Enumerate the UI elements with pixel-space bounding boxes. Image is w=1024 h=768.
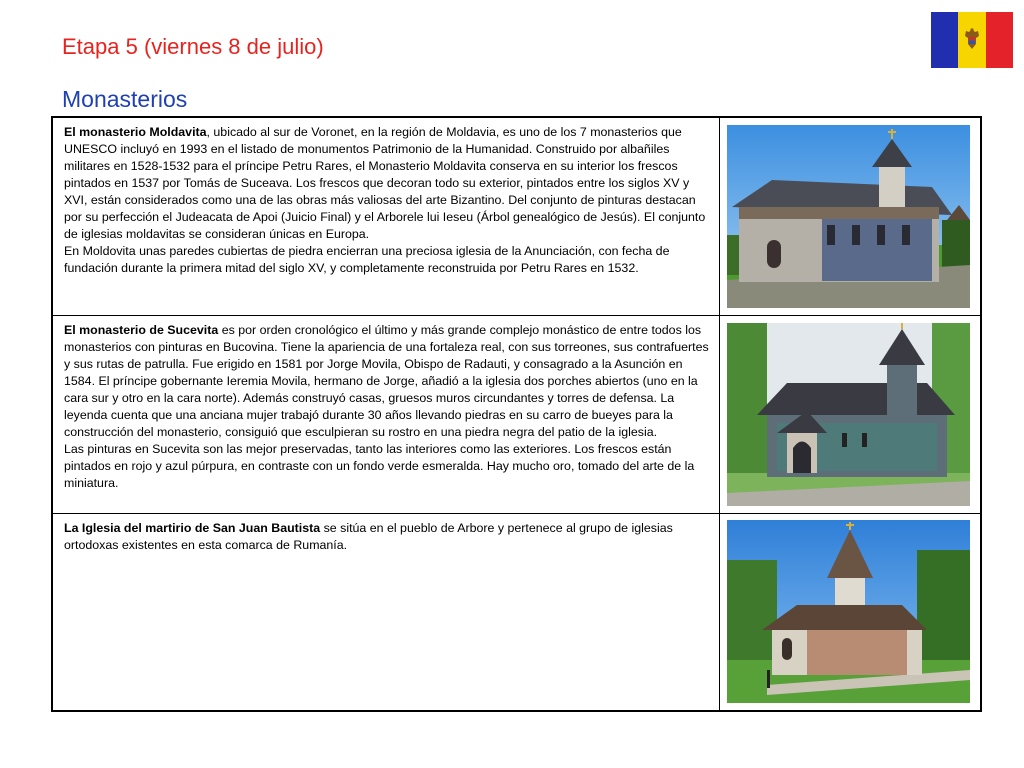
monastery-name: El monasterio de Sucevita — [64, 322, 219, 337]
row-paragraph — [64, 322, 711, 441]
monastery-extra-description: Las pinturas en Sucevita son las mejor preservadas, tanto las interiores como las exteriores. Los frescos están pintados en rojo y azul púrpura, en contraste con un fondo verde esmeralda. Hay mucho oro, tomado del arte de la miniatura. — [64, 441, 695, 490]
monastery-extra-description: En Moldovita unas paredes cubiertas de piedra encierran una preciosa iglesia de la Anunciación, con fecha de fundación durante la primera mitad del siglo XV, y completamente reconstruida por Petru Rares en 1532. — [64, 244, 670, 275]
monasteries-table — [51, 116, 982, 712]
table-row — [52, 117, 981, 315]
slide-title: Etapa 5 (viernes 8 de julio) — [62, 34, 324, 59]
row-image-cell — [720, 315, 981, 513]
church-description: se sitúa en el pueblo de Arbore y pertenece al grupo de iglesias ortodoxas existentes en esta comarca de Rumanía. — [64, 520, 673, 552]
table-row — [52, 315, 981, 513]
section-subtitle: Monasterios — [62, 86, 188, 112]
row-text-cell — [52, 315, 720, 513]
row-paragraph — [64, 124, 711, 243]
moldova-flag-icon — [931, 12, 1013, 68]
row-text-cell — [52, 117, 720, 315]
arbore-church-photo — [727, 520, 970, 703]
row-image-cell — [720, 117, 981, 315]
row-paragraph — [64, 520, 711, 554]
flag-stripe-yellow — [958, 12, 985, 68]
moldovita-monastery-photo — [727, 125, 970, 308]
flag-stripe-blue — [931, 12, 958, 68]
sucevita-monastery-photo — [727, 323, 970, 506]
flag-stripe-red — [986, 12, 1013, 68]
monastery-name: El monasterio Moldavita — [64, 125, 207, 139]
coat-of-arms-icon — [963, 27, 981, 53]
row-text-cell — [52, 513, 720, 711]
table-row — [52, 513, 981, 711]
monastery-description: es por orden cronológico el último y más grande complejo monástico de entre todos los monasterios con pinturas en Bucovina. Tiene la apariencia de una fortaleza real, con sus torreones, sus contrafuertes y sus rutas de patrulla. Fue erigido en 1581 por Jorge Movila, Obispo de Radauti, y consagrado a la Asunción en 1584. El príncipe gobernante Ieremia Movila, hermano de Jorge, añadió a la iglesia dos porches abiertos (uno en la cara sur y otro en la cara norte). Además construyó casas, gruesos muros circundantes y torres de defensa. La leyenda cuenta que una anciana mujer trabajó durante 30 años llevando piedras en su carro de bueyes para la construcción del monasterio, consiguió que esculpieran su rostro en una piedra negra del patio de la iglesia. — [64, 322, 709, 439]
row-image-cell — [720, 513, 981, 711]
church-name: La Iglesia del martirio de San Juan Bautista — [64, 520, 321, 535]
monastery-description: , ubicado al sur de Voronet, en la región de Moldavia, es uno de los 7 monasterios que UNESCO incluyó en 1993 en el listado de monumentos Patrimonio de la Humanidad. Construido por albañiles militares en 1528-1532 para el príncipe Petru Rares, el Monasterio Moldavita conserva en su interior los frescos pintados en 1537 por Tomás de Suceava. Los frescos que decoran todo su exterior, pintados entre los siglos XV y XVI, están considerados como una de las obras más valiosas del arte Bizantino. Del conjunto de pinturas destacan por su perfección el Judeacata de Apoi (Juicio Final) y el Arborele lui Ieseu (Árbol genealógico de Jesús). El conjunto de iglesias moldavitas se consideran únicas en Europa. — [64, 125, 706, 241]
